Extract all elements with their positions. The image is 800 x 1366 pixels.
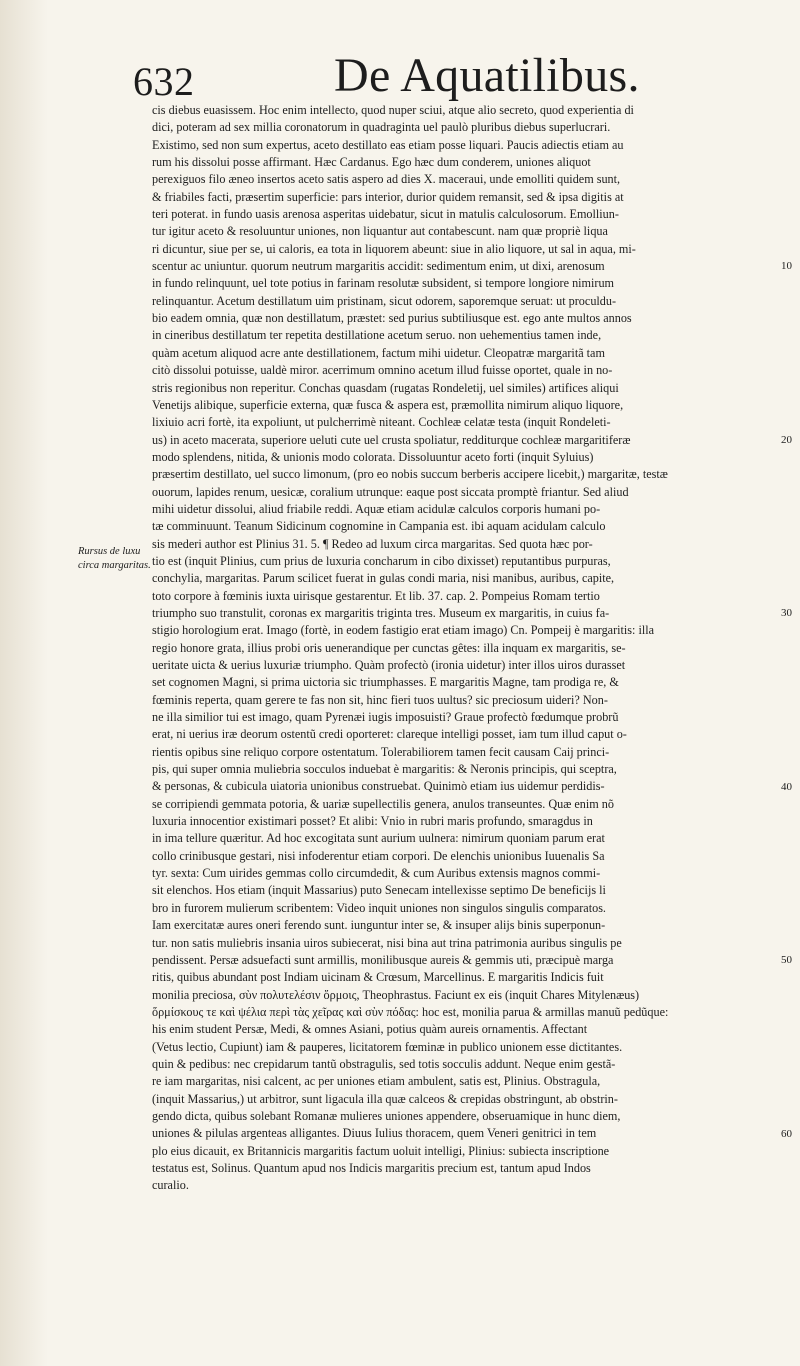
text-line: Existimo, sed non sum expertus, aceto destillato eas etiam posse liquari. Paucis adiectis etiam au [152,137,624,152]
text-line: regio honore grata, illius probi oris uenerandique per cunctas gêtes: illa inquam ex margaritis, se- [152,640,626,655]
text-line: sis mederi author est Plinius 31. 5. ¶ Redeo ad luxum circa margaritas. Sed quota hæc por- [152,536,593,551]
text-line: in cineribus destillatum ter repetita destillatione acetum seruo. non uehementius tamen inde, [152,328,602,343]
text-line: sit elenchos. Hos etiam (inquit Massarius) puto Senecam intellexisse septimo De beneficijs li [152,883,606,898]
text-line: his enim student Persæ, Medi, & omnes Asiani, potius quàm aureis ornamentis. Affectant [152,1022,588,1037]
text-line: cis diebus euasissem. Hoc enim intellecto, quod nuper sciui, atque alio secreto, quod experientia di [152,103,634,117]
marginal-note: Rursus de luxu circa margaritas. [78,546,151,571]
text-line: scentur ac uniuntur. quorum neutrum margaritis accidit: sedimentum enim, ut dixi, arenosum [152,259,605,274]
text-line: monilia preciosa, σὺν πολυτελέσιν ὅρμοις, Theophrastus. Faciunt ex eis (inquit Chares Mitylenæus) [152,987,640,1002]
text-line: bro in furorem mulierum scribentem: Video inquit uniones non singulos singulis comparatos. [152,900,606,915]
text-line: ouorum, lapides renum, uesicæ, coralium utrunque: eaque post siccata promptè friantur. Sed aliud [152,484,629,499]
text-line: fœminis reperta, quam gerere te fas non sit, hinc fieri tuos uultus? sic preciosum uideri? Non- [152,692,608,707]
text-line: & friabiles facti, præsertim superficie: pars interior, durior quidem remansit, sed & ipsa digitis at [152,189,624,204]
text-line: (inquit Massarius,) ut arbitror, sunt ligacula illa quæ calceos & crepidas obstringunt, ab obstrin- [152,1091,618,1106]
text-line: ri dicuntur, siue per se, ui caloris, ea tota in liquorem abeunt: siue in alio liquore, ut sal in aqua, mi- [152,241,636,256]
text-line: lixiuio acri fortè, ita expoliunt, ut pulcherrimè niteant. Cochleæ celatæ testa (inquit Rondeleti- [152,415,611,430]
text-line: rientis opibus sine reliquo corpore ostentatum. Tolerabiliorem tamen fecit causam Caij princi- [152,744,610,759]
text-line: mihi uidetur dissolui, aliud friabile reddi. Aquæ etiam acidulæ calculos corporis humani po- [152,501,601,516]
text-line: quin & pedibus: nec crepidarum tantũ obstragulis, sed totis socculis addunt. Neque enim gestã- [152,1056,616,1071]
text-line: triumpho suo transtulit, coronas ex margaritis triginta tres. Museum ex margaritis, in cuius fa- [152,605,610,620]
page-header [0,48,800,106]
margin-line-number: 30 [781,607,792,620]
margin-line-number: 40 [781,780,792,793]
text-line: se corripiendi gemmata potoria, & uariæ supellectilis genera, anulos transeuntes. Quæ enim nõ [152,796,614,811]
text-line: perexiguos filo æneo insertos aceto satis aspero ad dies X. maceraui, unde emolliti quidem sunt, [152,172,621,187]
text-line: ueritate uicta & uerius luxuriæ triumpho. Quàm profectò (ironia uidetur) inter illos uiros durasset [152,658,626,672]
text-line: curalio. [152,1178,189,1193]
main-text [152,102,782,1202]
text-line: tæ comminuunt. Teanum Sidicinum cognomine in Campania est. ibi aquam acidulam calculo [152,519,606,534]
text-line: Venetijs alibique, superficie externa, quæ fusca & aspera est, præmollita nimirum aliquo liquore, [152,397,624,412]
text-line: pis, qui super omnia muliebria socculos induebat è margaritis: & Neronis principis, qui sceptra, [152,762,617,777]
text-line: in ima tellure quæritur. Ad hoc excogitata sunt aurium uulnera: nimirum quoniam parum erat [152,831,605,846]
text-line: rum his dissolui posse affirmant. Hæc Cardanus. Ego hæc dum conderem, uniones aliquot [152,155,591,170]
text-line: tyr. sexta: Cum uirides gemmas collo circumdedit, & cum Auribus extensis magnos commi- [152,866,601,881]
margin-line-number: 20 [781,433,792,446]
gutter-shadow [0,0,48,1366]
margin-line-number: 50 [781,954,792,967]
text-line: Iam exercitatæ aures oneri ferendo sunt. iunguntur inter se, & insuper alijs binis superponun- [152,918,606,933]
text-line: conchylia, margaritas. Parum scilicet fuerat in gulas condi maria, nisi manibus, auribus, capite, [152,571,615,586]
text-line: quàm acetum aliquod acre ante destillationem, factum mihi uidetur. Cleopatræ margaritã tam [152,345,605,360]
text-line: ὅρμίσκους τε καὶ ψέλια περὶ τὰς χεῖρας καὶ σὺν πόδας: hoc est, monilia parua & armillas manuũ pedũque: [152,1004,669,1019]
text-line: collo crinibusque gestari, nisi infoderentur etiam corpori. De elenchis unionibus Iuuenalis Sa [152,848,605,863]
text-line: stigio horologium erat. Imago (fortè, in eodem fastigio erat etiam imago) Cn. Pompeij è margaritis: illa [152,623,655,638]
text-line: tio est (inquit Plinius, cum prius de luxuria concharum in cibo dixisset) reputantibus purpuras, [152,553,611,568]
text-line: in fundo relinquunt, uel tote potius in farinam resolutæ subsident, si tempore longiore nimirum [152,276,615,291]
text-line: teri poterat. in fundo uasis arenosa asperitas uidebatur, sicut in matulis calculosorum. Emolliun- [152,207,619,222]
text-line: uniones & pilulas argenteas alligantes. Diuus Iulius thoracem, quem Veneri genitrici in tem [152,1126,597,1141]
text-line: bio eadem omnia, quæ non destillatum, præstet: sed purius subtiliusque est. ego ante multos annos [152,311,632,326]
text-line: testatus est, Solinus. Quantum apud nos Indicis margaritis precium est, tantum apud Indos [152,1160,591,1175]
text-line: re iam margaritas, nisi calcent, ac per uniones etiam ambulent, satis est, Plinius. Obstragula, [152,1074,601,1089]
text-line: luxuria innocentior existimari posset? Et alibi: Vnio in rubri maris profundo, smaragdus in [152,814,593,829]
text-line: citò dissolui potuisse, ualdè miror. acerrimum omnino acetum illud fuisse oportet, quale in no- [152,363,613,378]
text-line: gendo dicta, quibus solebant Romanæ mulieres uniones appendere, obseruamique in hunc diem, [152,1108,621,1123]
text-line: & personas, & cubicula uiatoria unionibus construebat. Quinimò etiam ius uidemur perdidis- [152,779,605,794]
text-line: tur. non satis muliebris insania uiros subiecerat, nisi bina aut trina patrimonia auribus singulis pe [152,935,622,950]
text-line: præsertim destillato, uel succo limonum, (pro eo nobis succum berberis accipere licebit,) margaritæ, testæ [152,467,668,482]
text-line: set cognomen Magni, si prima uictoria sic triumphasses. E margaritis Magne, tam prodiga re, & [152,675,619,690]
text-line: ritis, quibus abundant post Indiam uicinam & Crœsum, Marcellinus. E margaritis Indicis fuit [152,970,604,985]
page-number: 632 [133,59,195,104]
text-line: us) in aceto macerata, superiore ueluti cute uel crusta spoliatur, redditurque cochleæ margaritiferæ [152,432,631,447]
margin-line-number: 10 [781,260,792,273]
text-line: erat, ni uerius iræ deorum ostentũ credi oporteret: clareque intelligi posset, iam tum illud caput o- [152,727,627,742]
text-line: stris regionibus non reperitur. Conchas quasdam (rugatas Rondeletij, uel similes) artifices aliqui [152,380,619,395]
text-line: toto corpore à fœminis iuxta uirisque gestarentur. Et lib. 37. cap. 2. Pompeius Romam tertio [152,588,600,603]
text-line: modo splendens, nitida, & unionis modo colorata. Dissoluuntur aceto forti (inquit Syluius) [152,449,594,464]
text-line: ne illa similior tui est imago, quam Pyrenæi iugis imposuisti? Graue profectò fœdumque probrũ [152,710,619,725]
running-title: De Aquatilibus. [334,49,640,102]
text-line: dici, poteram ad sex millia coronatorum in quadraginta uel paulò pluribus diebus superlucrari. [152,120,611,135]
text-line: tur igitur aceto & resoluuntur uniones, non liquantur aut contabescunt. nam quæ propriè liqua [152,224,608,239]
text-line: relinquantur. Acetum destillatum uim pristinam, sicut odorem, saporemque seruat: ut proculdu- [152,293,617,308]
text-line: pendissent. Persæ adsuefacti sunt armillis, monilibusque aureis & gemmis uti, præcipuè marga [152,952,614,967]
text-line: (Vetus lectio, Cupiunt) iam & pauperes, licitatorem fœminæ in publico unionem esse dictitantes. [152,1039,623,1054]
margin-line-number: 60 [781,1127,792,1140]
text-line: plo eius dicauit, ex Britannicis margaritis factum uoluit intelligi, Plinius: subiecta inscriptione [152,1143,610,1158]
